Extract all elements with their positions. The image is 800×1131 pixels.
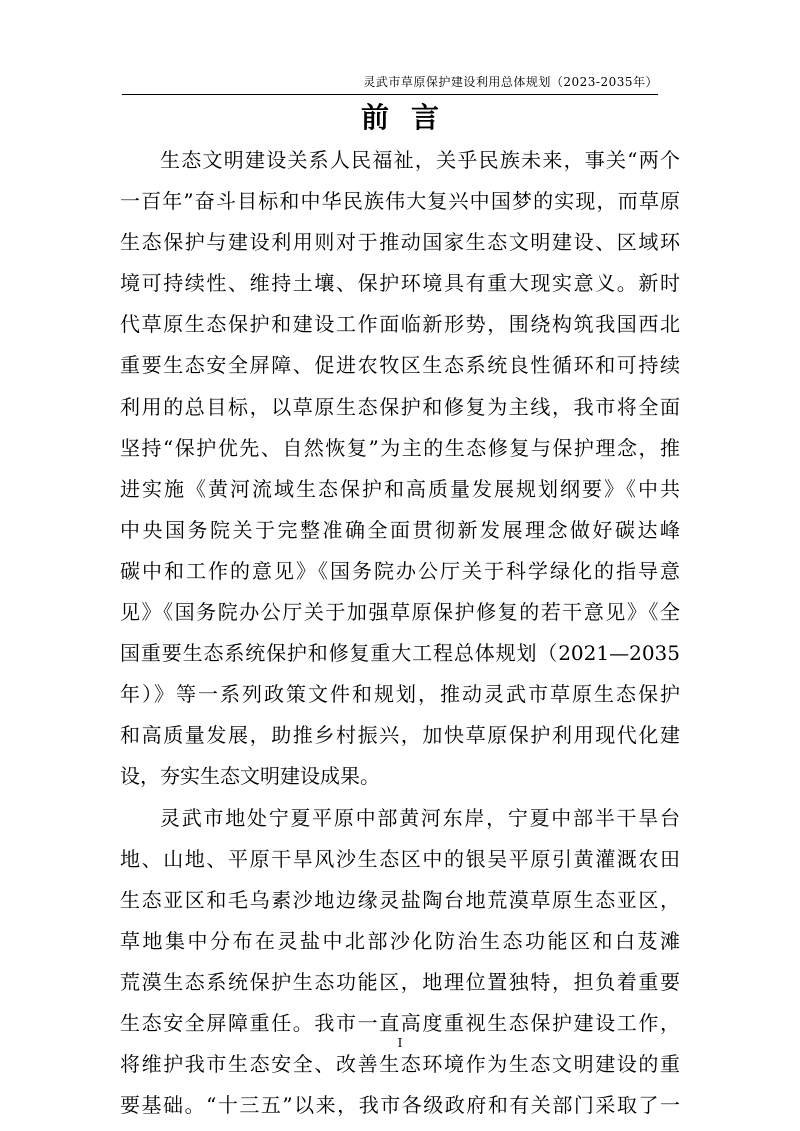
text-line: 生态安全屏障重任。我市一直高度重视生态保护建设工作， (120, 1010, 680, 1035)
text-line: 境可持续性、维持土壤、保护环境具有重大现实意义。新时 (120, 271, 680, 296)
paragraph (120, 140, 680, 798)
text-line: 要基础。“十三五”以来，我市各级政府和有关部门采取了一 (120, 1093, 680, 1118)
paragraph (120, 798, 680, 1127)
text-line: 荒漠生态系统保护生态功能区，地理位置独特，担负着重要 (120, 969, 680, 994)
text-line: 碳中和工作的意见》《国务院办公厅关于科学绿化的指导意 (120, 558, 680, 583)
document-body (120, 140, 680, 1126)
text-line: 生态亚区和毛乌素沙地边缘灵盐陶台地荒漠草原生态亚区， (120, 887, 680, 912)
text-line: 灵武市地处宁夏平原中部黄河东岸，宁夏中部半干旱台 (160, 805, 680, 830)
page-number: I (397, 1036, 403, 1050)
text-line: 一百年”奋斗目标和中华民族伟大复兴中国梦的实现，而草原 (120, 189, 680, 214)
text-line: 坚持“保护优先、自然恢复”为主的生态修复与保护理念，推 (120, 435, 680, 460)
text-line: 国重要生态系统保护和修复重大工程总体规划（2021—2035 (120, 641, 680, 666)
text-line: 进实施《黄河流域生态保护和高质量发展规划纲要》《中共 (120, 476, 680, 501)
text-line: 和高质量发展，助推乡村振兴，加快草原保护利用现代化建 (120, 723, 680, 748)
text-line: 将维护我市生态安全、改善生态环境作为生态文明建设的重 (120, 1052, 680, 1077)
text-line: 见》《国务院办公厅关于加强草原保护修复的若干意见》《全 (120, 600, 680, 625)
text-line: 年）》等一系列政策文件和规划，推动灵武市草原生态保护 (120, 682, 680, 707)
header-rule (122, 94, 658, 95)
page-title: 前言 (360, 101, 461, 134)
running-header: 灵武市草原保护建设利用总体规划（2023-2035年） (363, 75, 658, 89)
text-line: 地、山地、平原干旱风沙生态区中的银吴平原引黄灌溉农田 (120, 846, 680, 871)
text-line: 中央国务院关于完整准确全面贯彻新发展理念做好碳达峰 (120, 517, 680, 542)
text-line: 设，夯实生态文明建设成果。 (120, 764, 380, 789)
text-line: 草地集中分布在灵盐中北部沙化防治生态功能区和白芨滩 (120, 928, 680, 953)
text-line: 生态保护与建设利用则对于推动国家生态文明建设、区域环 (120, 230, 680, 255)
text-line: 利用的总目标，以草原生态保护和修复为主线，我市将全面 (120, 394, 680, 419)
text-line: 重要生态安全屏障、促进农牧区生态系统良性循环和可持续 (120, 353, 680, 378)
text-line: 生态文明建设关系人民福祉，关乎民族未来，事关“两个 (160, 148, 680, 172)
text-line: 代草原生态保护和建设工作面临新形势，围绕构筑我国西北 (120, 312, 680, 337)
